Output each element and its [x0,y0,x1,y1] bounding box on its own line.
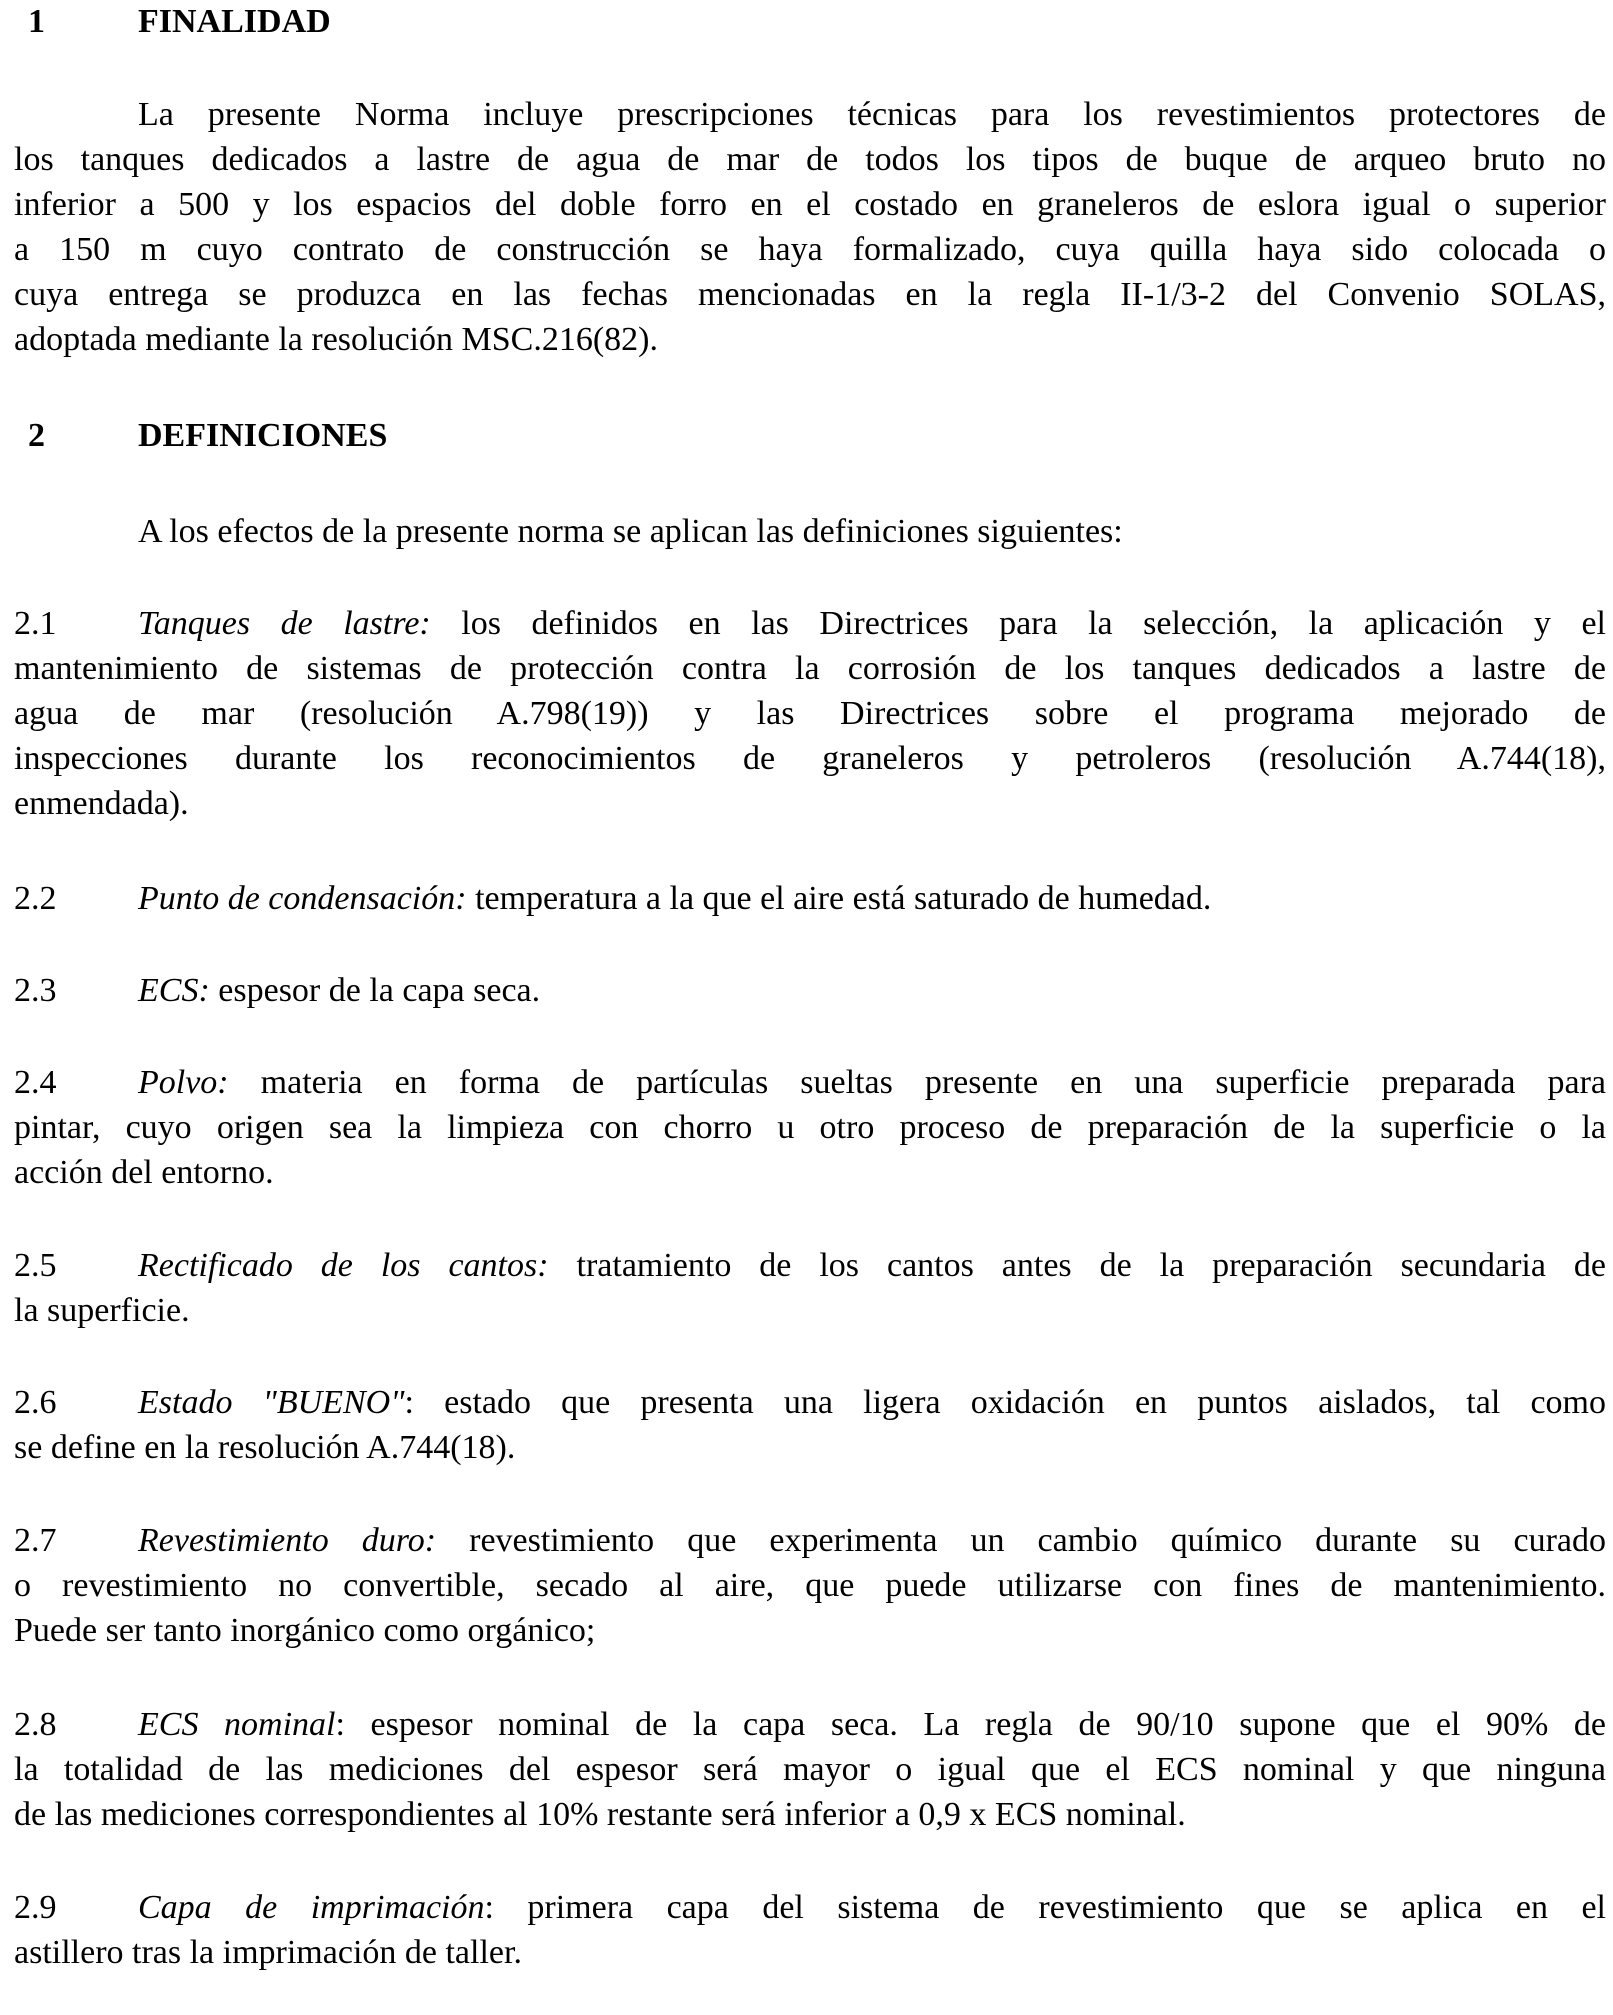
definition-2-6 [14,1380,1606,1470]
definition-line: mantenimiento de sistemas de protección contra la corrosión de los tanques dedicados a lastre de [14,650,1606,687]
definition-term: Punto de condensación: [138,880,467,917]
definition-number: 2.9 [14,1889,57,1926]
definition-number: 2.6 [14,1384,57,1421]
definition-term: Rectificado de los cantos: [138,1247,549,1284]
definition-2-5 [14,1243,1606,1333]
definition-text: espesor de la capa seca. [209,972,541,1009]
definition-line: inspecciones durante los reconocimientos de graneleros y petroleros (resolución A.744(18), [14,740,1606,777]
definition-text: tratamiento de los cantos antes de la preparación secundaria de [548,1247,1606,1284]
definition-text: materia en forma de partículas sueltas presente en una superficie preparada para [228,1064,1606,1101]
definitions-intro: A los efectos de la presente norma se aplican las definiciones siguientes: [138,513,1123,550]
section-title: FINALIDAD [138,3,331,40]
paragraph-line: los tanques dedicados a lastre de agua de mar de todos los tipos de buque de arqueo bruto no [14,141,1606,178]
definition-term: ECS: [138,972,210,1009]
definition-term: Estado "BUENO" [138,1384,405,1421]
definition-number: 2.7 [14,1522,57,1559]
section-number: 2 [28,417,45,454]
definition-2-8 [14,1702,1606,1837]
definition-text: revestimiento que experimenta un cambio químico durante su curado [436,1522,1606,1559]
definition-line: de las mediciones correspondientes al 10% restante será inferior a 0,9 x ECS nominal. [14,1796,1186,1833]
definition-line: la totalidad de las mediciones del espesor será mayor o igual que el ECS nominal y que ninguna [14,1751,1606,1788]
paragraph-line: adoptada mediante la resolución MSC.216(82). [14,321,658,358]
definition-line: la superficie. [14,1292,190,1329]
definition-line: Puede ser tanto inorgánico como orgánico; [14,1612,596,1649]
definition-term: ECS nominal [138,1706,336,1743]
paragraph-line: La presente Norma incluye prescripciones técnicas para los revestimientos protectores de [138,96,1606,133]
definition-number: 2.4 [14,1064,57,1101]
section-number: 1 [28,3,45,40]
definition-number: 2.8 [14,1706,57,1743]
definition-2-2 [14,876,1211,921]
definition-line: acción del entorno. [14,1154,274,1191]
definition-text: temperatura a la que el aire está saturado de humedad. [466,880,1212,917]
paragraph-line: cuya entrega se produzca en las fechas mencionadas en la regla II-1/3-2 del Convenio SOLAS, [14,276,1606,313]
definition-2-3 [14,968,540,1013]
definition-number: 2.2 [14,880,57,917]
definition-2-9 [14,1885,1606,1975]
definition-line: agua de mar (resolución A.798(19)) y las Directrices sobre el programa mejorado de [14,695,1606,732]
definition-line: enmendada). [14,785,189,822]
definition-number: 2.5 [14,1247,57,1284]
definition-text: : espesor nominal de la capa seca. La regla de 90/10 supone que el 90% de [335,1706,1606,1743]
definition-line: pintar, cuyo origen sea la limpieza con chorro u otro proceso de preparación de la superficie o la [14,1109,1606,1146]
section-title: DEFINICIONES [138,417,388,454]
paragraph-line: inferior a 500 y los espacios del doble forro en el costado en graneleros de eslora igual o superior [14,186,1606,223]
definition-text: : primera capa del sistema de revestimiento que se aplica en el [484,1889,1606,1926]
definition-2-7 [14,1518,1606,1653]
definition-number: 2.1 [14,605,57,642]
definition-text: : estado que presenta una ligera oxidación en puntos aislados, tal como [404,1384,1606,1421]
definition-line: astillero tras la imprimación de taller. [14,1934,522,1971]
definition-2-1 [14,601,1606,826]
definition-number: 2.3 [14,972,57,1009]
definition-term: Revestimiento duro: [138,1522,437,1559]
definition-line: se define en la resolución A.744(18). [14,1429,516,1466]
definition-term: Capa de imprimación [138,1889,485,1926]
definition-term: Tanques de lastre: [138,605,431,642]
definition-text: los definidos en las Directrices para la selección, la aplicación y el [430,605,1606,642]
section-1-paragraph [14,92,1606,362]
definition-line: o revestimiento no convertible, secado al aire, que puede utilizarse con fines de mantenimiento. [14,1567,1606,1604]
definition-2-4 [14,1060,1606,1195]
definition-term: Polvo: [138,1064,229,1101]
paragraph-line: a 150 m cuyo contrato de construcción se haya formalizado, cuya quilla haya sido colocada o [14,231,1606,268]
